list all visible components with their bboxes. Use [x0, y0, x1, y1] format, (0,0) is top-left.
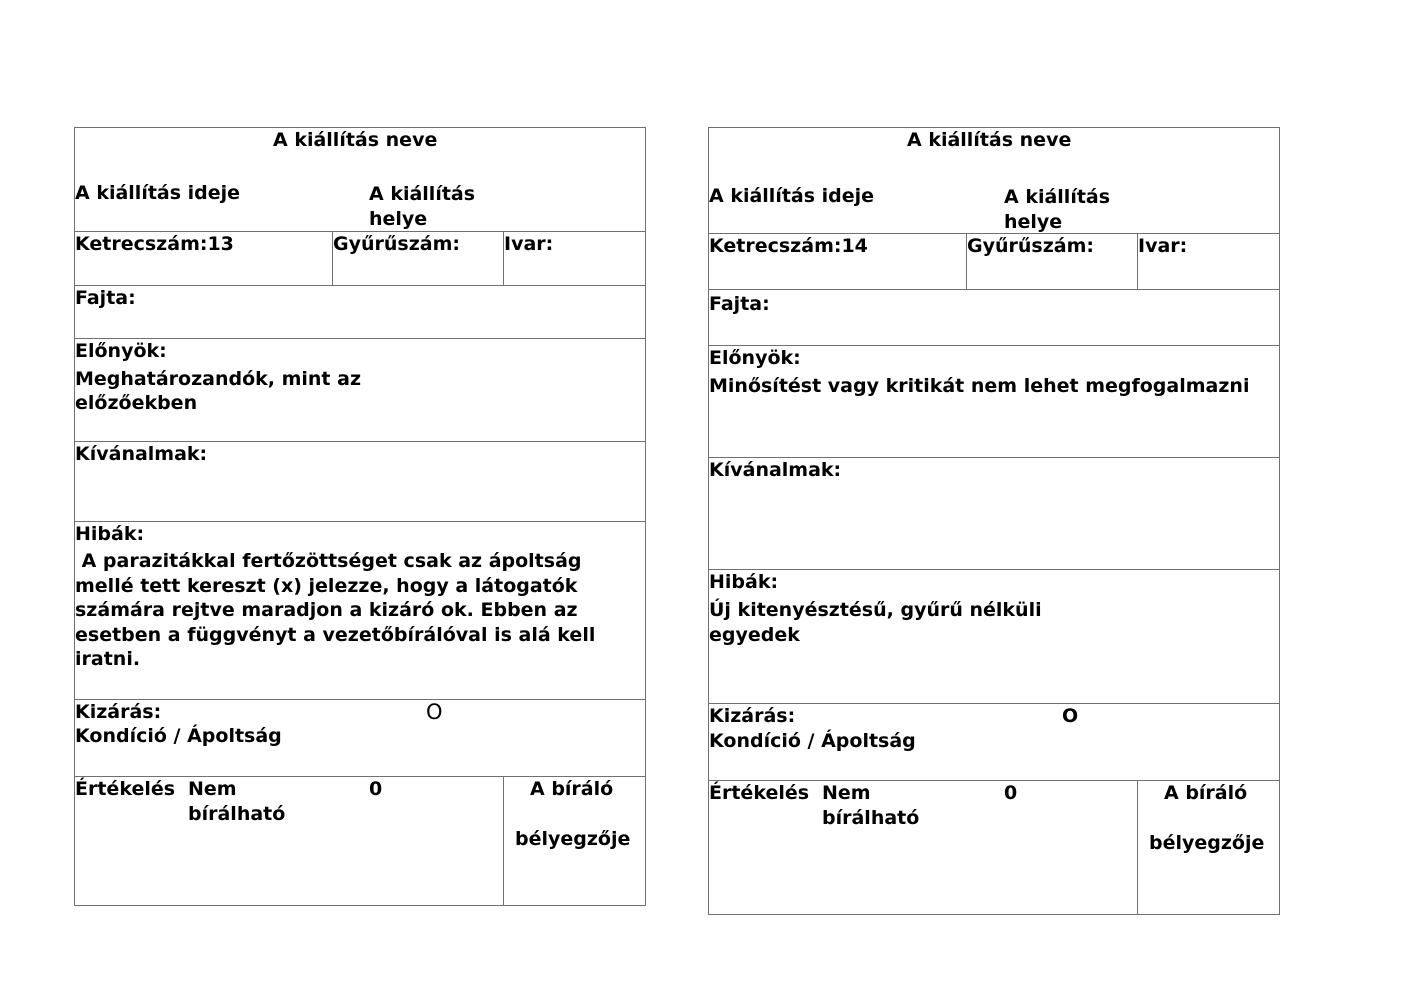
advantages-text-line: Minősítést vagy kritikát nem lehet megfogalmazni — [709, 375, 1250, 397]
condition-label: Kondíció / Ápoltság — [709, 730, 916, 752]
score-value: 0 — [1004, 782, 1018, 804]
advantages-label: Előnyök: — [75, 340, 167, 362]
breed-row — [75, 286, 645, 339]
evaluation-row — [75, 777, 645, 905]
exhibition-name-label: A kiállítás neve — [273, 129, 438, 151]
evaluation-label: Értékelés — [709, 782, 810, 804]
faults-text-line: Új kitenyésztésű, gyűrű nélküli — [709, 599, 1042, 621]
divider — [503, 777, 504, 905]
evaluation-row — [709, 781, 1279, 914]
advantages-row — [75, 339, 645, 442]
breed-label: Fajta: — [75, 287, 136, 309]
ring-number-label: Gyűrűszám: — [967, 235, 1094, 257]
faults-text-line: számára rejtve maradjon a kizáró ok. Ebben az — [75, 599, 578, 621]
exhibition-place-label-2: helye — [369, 208, 428, 230]
cage-number-label: Ketrecszám:14 — [709, 235, 868, 257]
advantages-row — [709, 346, 1279, 458]
cage-number-label: Ketrecszám:13 — [75, 233, 234, 255]
judging-card-14 — [708, 127, 1280, 915]
not-judgeable-label-2: bírálható — [822, 807, 920, 829]
cage-ring-sex-row — [709, 234, 1279, 290]
faults-text-line: mellé tett kereszt (x) jelezze, hogy a látogatók — [75, 575, 578, 597]
faults-label: Hibák: — [75, 523, 145, 545]
condition-label: Kondíció / Ápoltság — [75, 725, 282, 747]
exhibition-date-label: A kiállítás ideje — [75, 182, 241, 204]
score-value: 0 — [369, 778, 383, 800]
judge-stamp-label: A bíráló — [530, 778, 614, 800]
breed-label: Fajta: — [709, 293, 770, 315]
faults-text-line: egyedek — [709, 624, 800, 646]
advantages-text-line: előzőekben — [75, 392, 198, 414]
disqualification-label: Kizárás: — [709, 705, 796, 727]
disqualification-label: Kizárás: — [75, 701, 162, 723]
not-judgeable-label: Nem — [822, 782, 871, 804]
exhibition-date-label: A kiállítás ideje — [709, 185, 875, 207]
faults-row — [75, 522, 645, 700]
ring-number-label: Gyűrűszám: — [333, 233, 460, 255]
sex-label: Ivar: — [1138, 235, 1188, 257]
exhibition-place-label: A kiállítás — [1004, 186, 1111, 208]
judging-card-13 — [74, 127, 646, 906]
faults-text-line: A parazitákkal fertőzöttséget csak az ápoltság — [75, 550, 582, 572]
not-judgeable-label-2: bírálható — [188, 803, 286, 825]
exhibition-place-label-2: helye — [1004, 211, 1063, 233]
exhibition-name-label: A kiállítás neve — [907, 129, 1072, 151]
requirements-row — [709, 458, 1279, 570]
advantages-label: Előnyök: — [709, 347, 801, 369]
requirements-label: Kívánalmak: — [75, 443, 208, 465]
cage-ring-sex-row — [75, 232, 645, 286]
disqualification-mark: O — [1062, 705, 1079, 727]
divider — [1137, 781, 1138, 914]
faults-text-line: iratni. — [75, 648, 141, 670]
faults-row — [709, 570, 1279, 704]
judge-stamp-label-2: bélyegzője — [515, 828, 631, 850]
disqualification-row — [75, 700, 645, 777]
judge-stamp-label: A bíráló — [1164, 782, 1248, 804]
requirements-row — [75, 442, 645, 522]
disqualification-mark: O — [426, 700, 443, 724]
faults-text-line: esetben a függvényt a vezetőbírálóval is alá kell — [75, 624, 596, 646]
header-section — [709, 128, 1279, 234]
exhibition-place-label: A kiállítás — [369, 183, 476, 205]
sex-label: Ivar: — [504, 233, 554, 255]
disqualification-row — [709, 704, 1279, 781]
faults-label: Hibák: — [709, 571, 779, 593]
advantages-text-line: Meghatározandók, mint az — [75, 368, 362, 390]
header-section — [75, 128, 645, 232]
requirements-label: Kívánalmak: — [709, 459, 842, 481]
judge-stamp-label-2: bélyegzője — [1149, 832, 1265, 854]
evaluation-label: Értékelés — [75, 778, 176, 800]
not-judgeable-label: Nem — [188, 778, 237, 800]
breed-row — [709, 290, 1279, 346]
